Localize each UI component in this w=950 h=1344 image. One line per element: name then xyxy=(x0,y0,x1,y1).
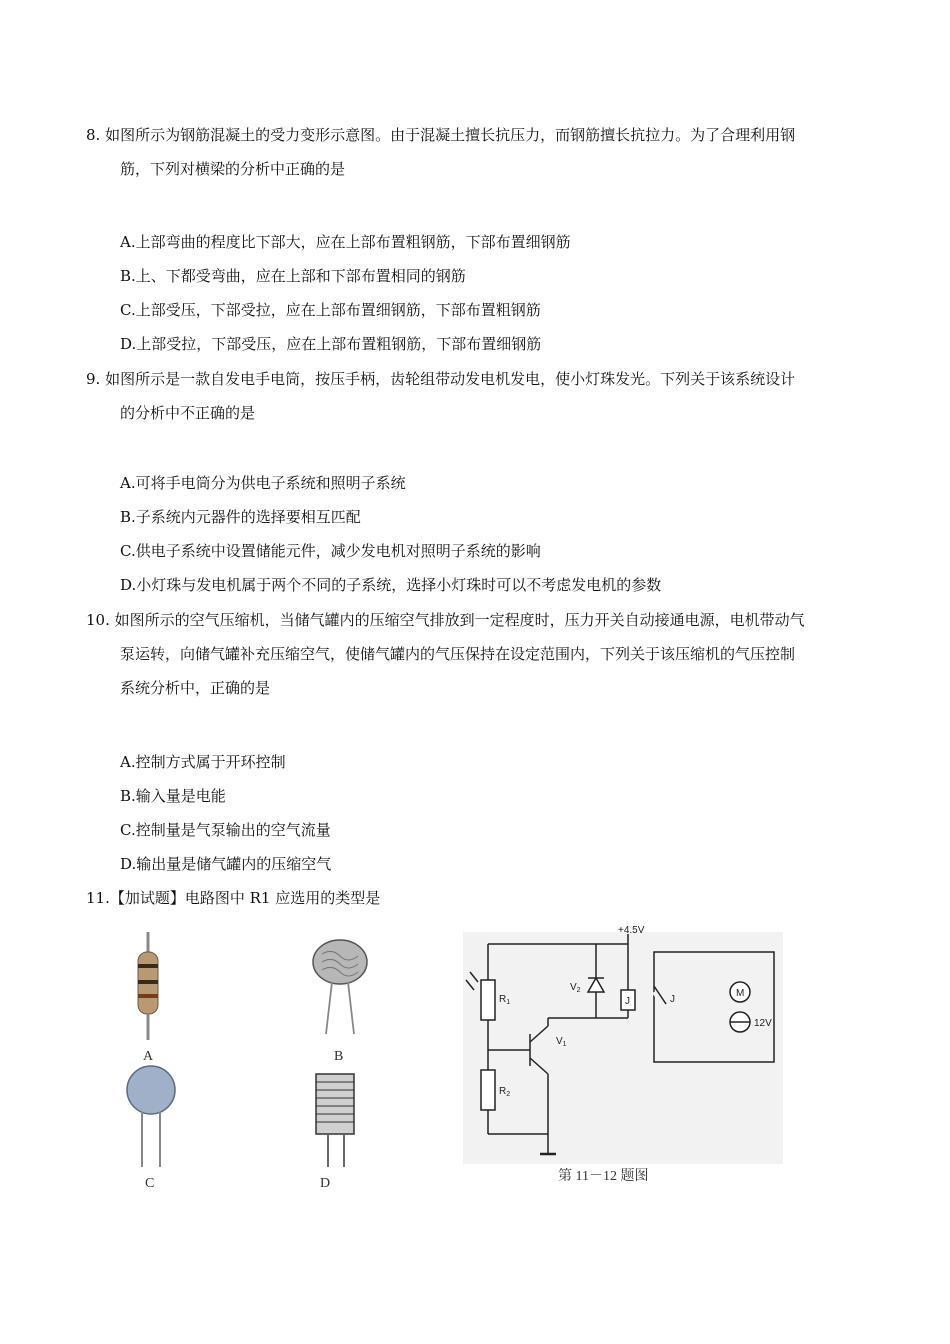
question-10-option-c: C.控制量是气泵输出的空气流量 xyxy=(120,821,331,839)
r2-label: $R_2$ xyxy=(499,1086,511,1098)
question-9-option-c: C.供电子系统中设置储能元件，减少发电机对照明子系统的影响 xyxy=(120,542,541,560)
question-10-stem-line2: 泵运转，向储气罐补充压缩空气，使储气罐内的气压保持在设定范围内，下列关于该压缩机的气压控制 xyxy=(120,645,796,663)
question-8-option-a: A.上部弯曲的程度比下部大，应在上部布置粗钢筋，下部布置细钢筋 xyxy=(120,233,571,251)
question-10 xyxy=(86,603,868,705)
motor-label: M xyxy=(736,988,745,999)
battery-label: 12V xyxy=(754,1018,772,1029)
question-10-stem-line1: 10. 如图所示的空气压缩机，当储气罐内的压缩空气排放到一定程度时，压力开关自动接通电源，电机带动气 xyxy=(86,611,805,629)
label-c: C xyxy=(145,1176,155,1191)
question-8 xyxy=(86,118,868,186)
resistor-component-icon xyxy=(138,932,158,1040)
coil-component-icon xyxy=(316,1074,354,1167)
question-9-stem-line1: 9. 如图所示是一款自发电手电筒，按压手柄，齿轮组带动发电机发电，使小灯珠发光。下列关于该系统设计 xyxy=(86,370,796,388)
label-b: B xyxy=(334,1049,344,1064)
question-10-option-a: A.控制方式属于开环控制 xyxy=(120,753,286,771)
question-10-option-d: D.输出量是储气罐内的压缩空气 xyxy=(120,855,332,873)
question-9-option-a: A.可将手电筒分为供电子系统和照明子系统 xyxy=(120,474,406,492)
question-9-option-b: B.子系统内元器件的选择要相互匹配 xyxy=(120,508,361,526)
diode-label: $V_2$ xyxy=(570,982,581,994)
question-8-stem-line1: 8. 如图所示为钢筋混凝土的受力变形示意图。由于混凝土擅长抗压力，而钢筋擅长抗拉力。为了合理利用钢 xyxy=(86,126,796,144)
circuit-diagram xyxy=(463,932,783,1164)
thermistor-component-icon xyxy=(127,1066,175,1167)
question-8-option-d: D.上部受拉，下部受压，应在上部布置粗钢筋，下部布置细钢筋 xyxy=(120,335,542,353)
question-10-stem-line3: 系统分析中，正确的是 xyxy=(120,679,271,697)
relay-coil-label: J xyxy=(625,996,630,1007)
question-8-option-b: B.上、下都受弯曲，应在上部和下部布置相同的钢筋 xyxy=(120,267,466,285)
label-d: D xyxy=(320,1176,331,1191)
question-11-figure xyxy=(118,922,788,1197)
label-a: A xyxy=(143,1049,154,1064)
question-10-option-b: B.输入量是电能 xyxy=(120,787,226,805)
question-8-stem-line2: 筋，下列对横梁的分析中正确的是 xyxy=(120,160,346,178)
relay-contact-label: J xyxy=(670,994,675,1005)
figure-caption: 第 11－12 题图 xyxy=(558,1169,649,1184)
transistor-label: $V_1$ xyxy=(556,1036,567,1048)
question-9-option-d: D.小灯珠与发电机属于两个不同的子系统，选择小灯珠时可以不考虑发电机的参数 xyxy=(120,576,662,594)
question-11-stem: 11.【加试题】电路图中 R1 应选用的类型是 xyxy=(86,889,381,907)
question-9 xyxy=(86,362,868,430)
question-8-option-c: C.上部受压，下部受拉，应在上部布置细钢筋，下部布置粗钢筋 xyxy=(120,301,541,319)
r1-label: $R_1$ xyxy=(499,994,511,1006)
photoresistor-component-icon xyxy=(313,940,367,1034)
question-9-stem-line2: 的分析中不正确的是 xyxy=(120,404,256,422)
supply-label: +4.5V xyxy=(618,925,645,936)
